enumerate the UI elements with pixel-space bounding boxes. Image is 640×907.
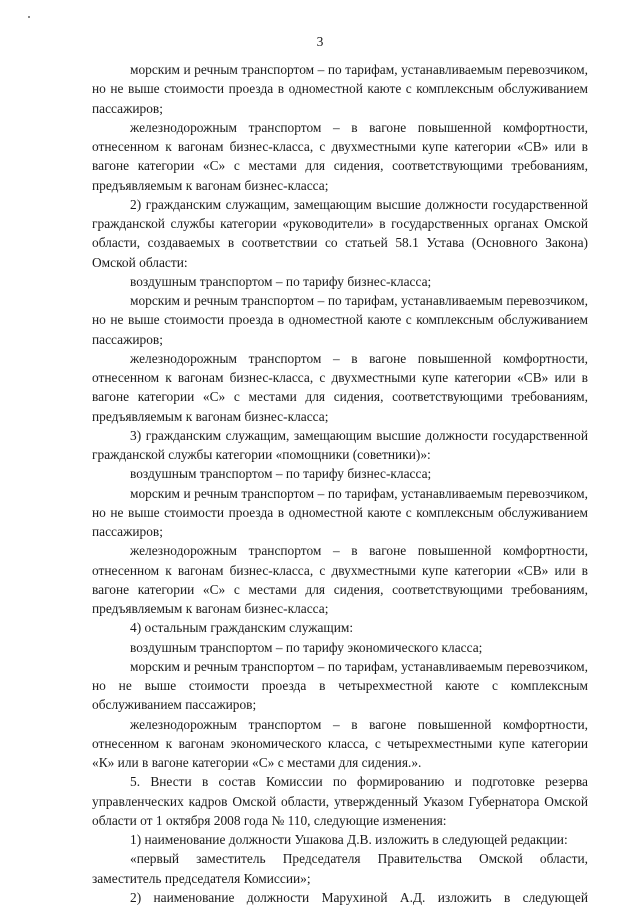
page-number: 3 bbox=[316, 34, 324, 49]
paragraph-item-2: 2) гражданским служащим, замещающим высшие должности государственной гражданской службы категории «руководители» в государственных органах Омской области, создаваемых в соответствии со статьей 58.1 Устава (Основного Закона) Омской области: bbox=[92, 196, 588, 270]
paragraph-rail-transport-4: железнодорожным транспортом – в вагоне повышенной комфортности, отнесенном к вагонам экономического класса, с четырехместными купе категории «К» или в вагоне категории «С» с местами для сидения.». bbox=[92, 716, 588, 770]
paragraph-subclause-1: 1) наименование должности Ушакова Д.В. изложить в следующей редакции: bbox=[130, 832, 568, 847]
paragraph-item-3: 3) гражданским служащим, замещающим высшие должности государственной гражданской службы категории «помощники (советники)»: bbox=[92, 427, 588, 462]
paragraph-air-transport-4: воздушным транспортом – по тарифу экономического класса; bbox=[130, 639, 483, 655]
paragraph-sea-transport-4: морским и речным транспортом – по тарифам, устанавливаемым перевозчиком, но не выше стоимости проезда в четырехместной каюте с комплексным обслуживанием пассажиров; bbox=[92, 658, 589, 713]
scan-speck bbox=[28, 16, 30, 18]
paragraph-air-transport-2: воздушным транспортом – по тарифу бизнес-класса; bbox=[130, 273, 432, 289]
paragraph-sea-transport-2: морским и речным транспортом – по тарифам, устанавливаемым перевозчиком, но не выше стоимости проезда в одноместной каюте с комплексным обслуживанием пассажиров; bbox=[92, 293, 588, 347]
paragraph-sea-transport-1: морским и речным транспортом – по тарифам, устанавливаемым перевозчиком, но не выше стоимости проезда в одноместной каюте с комплексным обслуживанием пассажиров; bbox=[92, 62, 588, 116]
paragraph-rail-transport-1: железнодорожным транспортом – в вагоне повышенной комфортности, отнесенном к вагонам бизнес-класса, с двухместными купе категории «СВ» или в вагоне категории «С» с местами для сидения, соответствующими требованиям, предъявляемым к вагонам бизнес-класса; bbox=[92, 119, 588, 193]
document-body bbox=[92, 60, 588, 907]
paragraph-item-4: 4) остальным гражданским служащим: bbox=[130, 620, 354, 636]
paragraph-sea-transport-3: морским и речным транспортом – по тарифам, устанавливаемым перевозчиком, но не выше стоимости проезда в одноместной каюте с комплексным обслуживанием пассажиров; bbox=[92, 485, 588, 539]
paragraph-clause-5: 5. Внести в состав Комиссии по формированию и подготовке резерва управленческих кадров Омской области, утвержденный Указом Губернатора Омской области от 1 октября 2008 года № 110, следующие изменения: bbox=[92, 774, 588, 828]
paragraph-rail-transport-2: железнодорожным транспортом – в вагоне повышенной комфортности, отнесенном к вагонам бизнес-класса, с двухместными купе категории «СВ» или в вагоне категории «С» с местами для сидения, соответствующими требованиям, предъявляемым к вагонам бизнес-класса; bbox=[92, 350, 588, 424]
paragraph-air-transport-3: воздушным транспортом – по тарифу бизнес-класса; bbox=[130, 466, 432, 482]
paragraph-rail-transport-3: железнодорожным транспортом – в вагоне повышенной комфортности, отнесенном к вагонам бизнес-класса, с двухместными купе категории «СВ» или в вагоне категории «С» с местами для сидения, соответствующими требованиям, предъявляемым к вагонам бизнес-класса; bbox=[92, 543, 588, 616]
paragraph-quote-new-title: «первый заместитель Председателя Правительства Омской области, заместитель председателя Комиссии»; bbox=[92, 851, 588, 886]
paragraph-subclause-2: 2) наименование должности Марухиной А.Д. изложить в следующей bbox=[130, 889, 588, 905]
